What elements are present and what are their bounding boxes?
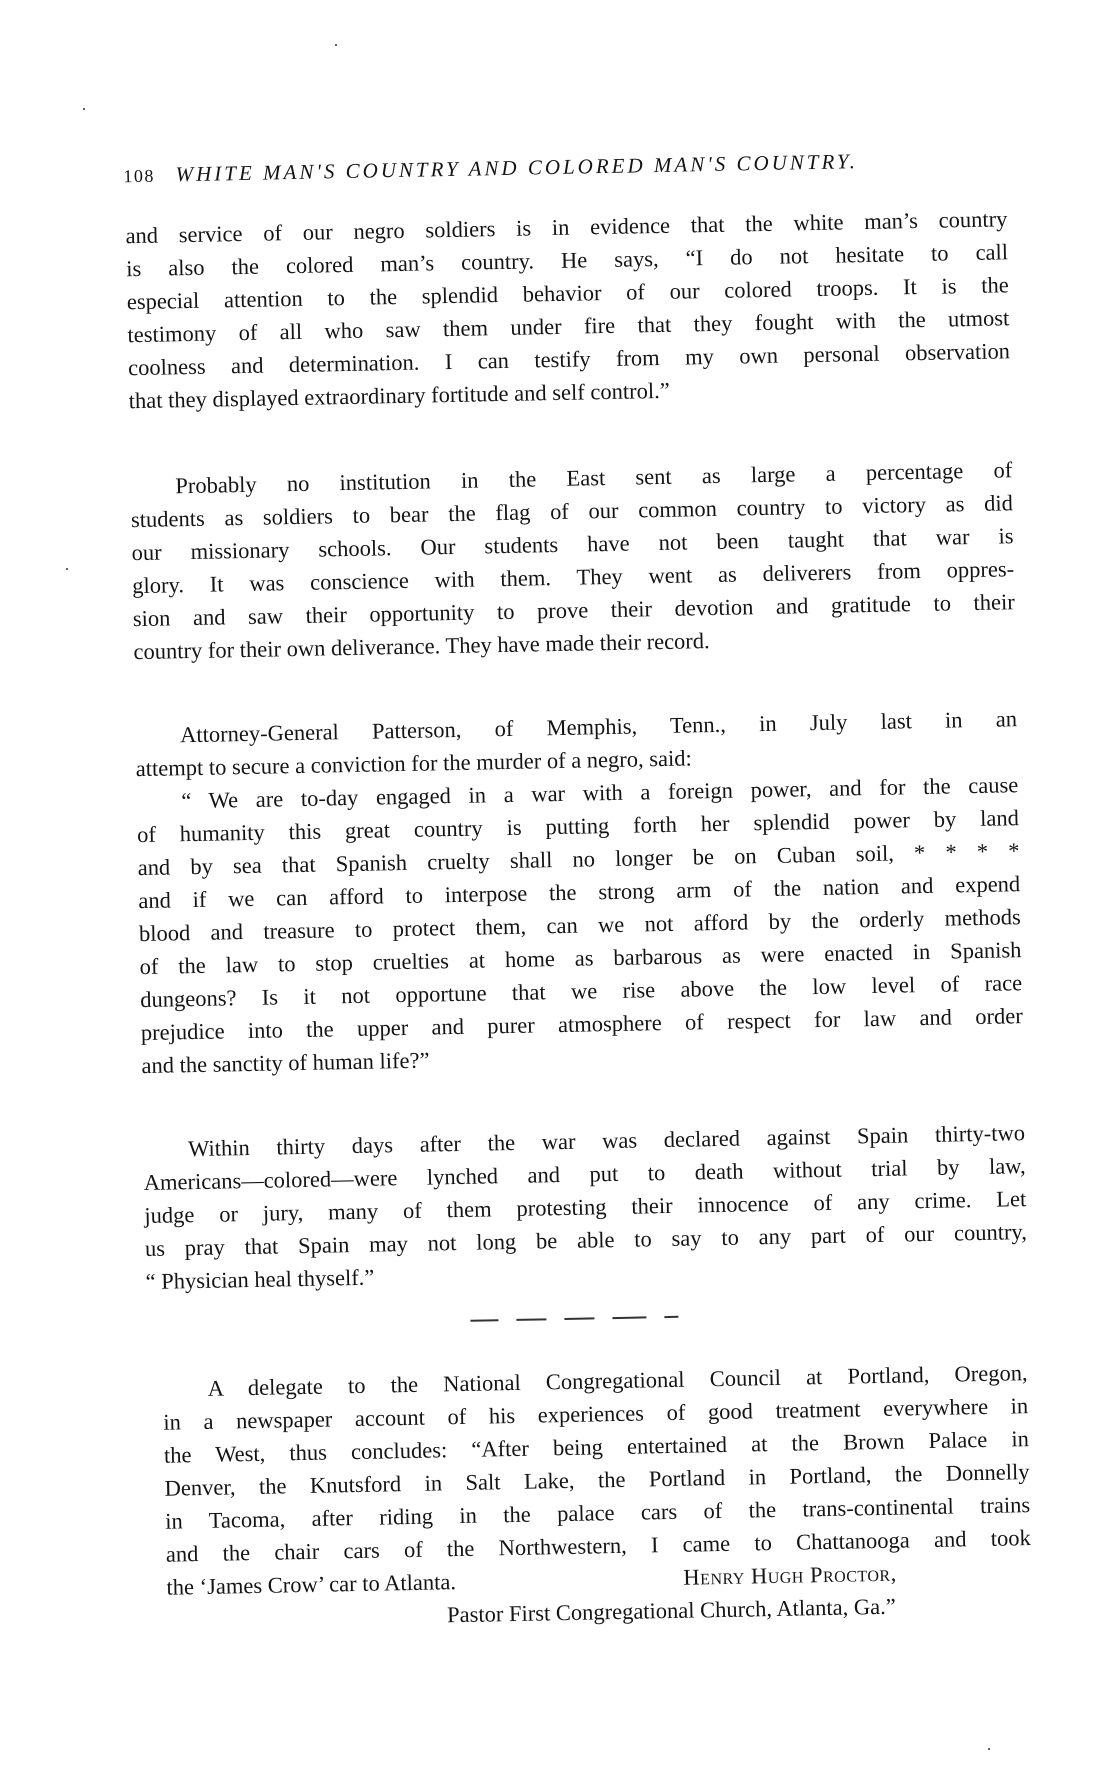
text-line: especial attention to the splendid behavior of our colored troops. It is the (126, 272, 1009, 315)
text-line: that they displayed extraordinary fortitude and self control.” (128, 377, 670, 414)
signature-name: Henry Hugh Proctor, (683, 1560, 897, 1590)
text-line: in Tacoma, after riding in the palace cars of the trans-continental trains (164, 1492, 1031, 1534)
text-line: and if we can afford to interpose the strong arm of the nation and expend (138, 871, 1021, 914)
text-line: and the sanctity of human life?” (141, 1047, 430, 1079)
text-line: and the chair cars of the Northwestern, I came to Chattanooga and took (165, 1525, 1031, 1567)
text-line: the ‘James Crow’ car to Atlanta. (166, 1569, 457, 1600)
running-head-title: WHITE MAN'S COUNTRY AND COLORED MAN'S COUNTRY. (175, 149, 859, 187)
text-line: “ We are to-day engaged in a war with a foreign power, and for the cause (181, 772, 1019, 814)
text-line: coolness and determination. I can testify from my own personal observation (127, 338, 1011, 381)
text-line: is also the colored man’s country. He says, “I do not hesitate to call (125, 239, 1009, 282)
text-line: testimony of all who saw them under fire that they fought with the utmost (127, 305, 1010, 348)
text-line: glory. It was conscience with them. They went as deliverers from oppres- (132, 556, 1015, 599)
text-line: Denver, the Knutsford in Salt Lake, the Portland in Portland, the Donnelly (164, 1459, 1030, 1501)
text-line: and service of our negro soldiers is in evidence that the white man’s country (125, 206, 1008, 249)
divider-dash (612, 1316, 646, 1318)
page-number: 108 (123, 165, 156, 187)
text-line: dungeons? Is it not opportune that we rise above the low level of race (139, 970, 1023, 1013)
divider-dash (664, 1316, 678, 1318)
text-line: Attorney-General Patterson, of Memphis, Tenn., in July last in an (179, 706, 1018, 748)
text-line: A delegate to the National Congregational Council at Portland, Oregon, (207, 1360, 1028, 1401)
text-line: prejudice into the upper and purer atmosphere of respect for law and order (140, 1003, 1023, 1046)
text-line: and by sea that Spanish cruelty shall no longer be on Cuban soil, * * * * (137, 838, 1020, 881)
signature-title: Pastor First Congregational Church, Atlanta, Ga.” (446, 1593, 896, 1628)
text-line: the West, thus concludes: “After being entertained at the Brown Palace in (163, 1426, 1030, 1468)
scan-speck (335, 44, 337, 46)
scan-speck (66, 568, 68, 570)
text-line: blood and treasure to protect them, can we not afford by the orderly methods (138, 904, 1022, 947)
text-line: attempt to secure a conviction for the murder of a negro, said: (135, 745, 692, 782)
text-line: us pray that Spain may not long be able to say to any part of our country, (144, 1219, 1028, 1262)
running-head (123, 146, 1023, 188)
text-line: of humanity this great country is putting forth her splendid power by land (136, 805, 1020, 848)
text-line: judge or jury, many of them protesting their innocence of any crime. Let (144, 1186, 1027, 1229)
divider-dash (470, 1319, 498, 1321)
text-line: Within thirty days after the war was declared against Spain thirty-two (187, 1120, 1026, 1162)
text-line: Probably no institution in the East sent as large a percentage of (175, 457, 1013, 499)
text-line: Americans—colored—were lynched and put to death without trial by law, (143, 1153, 1026, 1196)
text-line: students as soldiers to bear the flag of our common country to victory as did (130, 490, 1014, 533)
text-line: country for their own deliverance. They have made their record. (133, 628, 710, 665)
scan-speck (83, 108, 85, 110)
scan-speck (988, 1748, 990, 1750)
text-line: sion and saw their opportunity to prove their devotion and gratitude to their (132, 589, 1015, 632)
text-line: of the law to stop cruelties at home as barbarous as were enacted in Spanish (139, 937, 1022, 980)
divider-dash (564, 1317, 594, 1319)
text-line: in a newspaper account of his experiences of good treatment everywhere in (163, 1393, 1029, 1435)
section-divider (470, 1316, 690, 1322)
divider-dash (516, 1318, 546, 1320)
text-line: “ Physician heal thyself.” (145, 1264, 375, 1295)
text-line: our missionary schools. Our students have not been taught that war is (131, 523, 1014, 566)
